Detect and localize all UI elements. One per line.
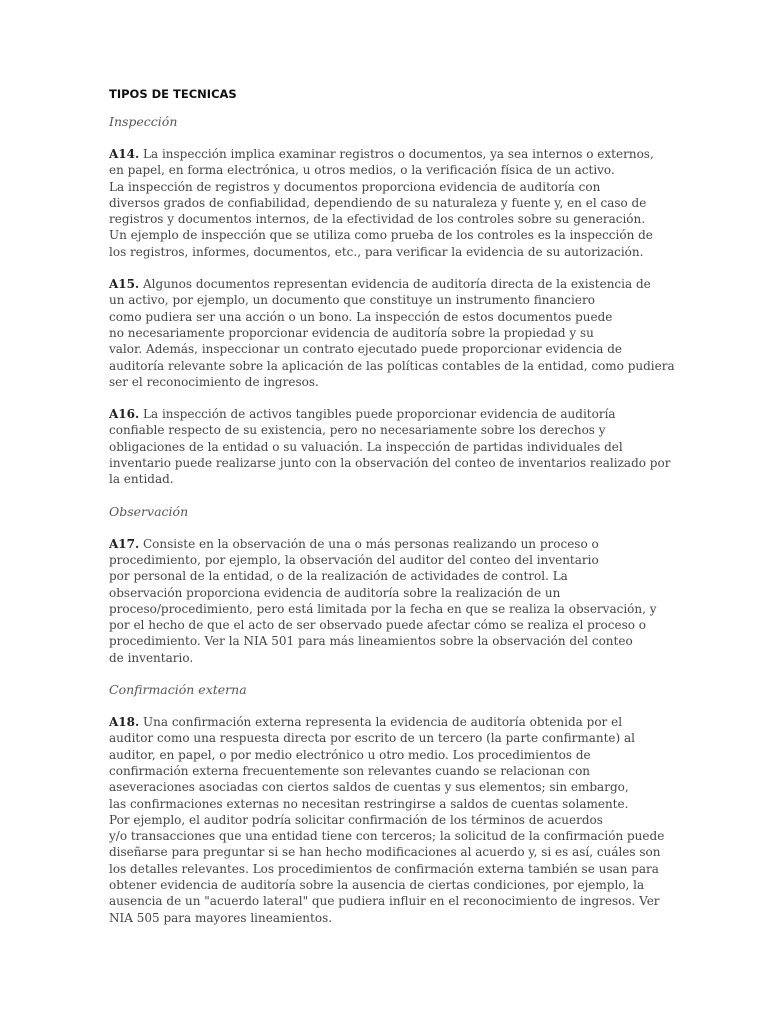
section-heading-inspeccion: Inspección xyxy=(109,114,178,129)
paragraph-number: A18. xyxy=(109,715,140,730)
paragraph-line: confirmación externa frecuentemente son relevantes cuando se relacionan con xyxy=(109,763,591,778)
paragraph-a14 xyxy=(109,146,669,260)
paragraph-line: auditor como una respuesta directa por escrito de un tercero (la parte confirmante) al xyxy=(109,731,636,746)
paragraph-line: ausencia de un "acuerdo lateral" que pudiera influir en el reconocimiento de ingresos. Ver xyxy=(109,894,660,909)
paragraph-a15 xyxy=(109,276,675,390)
paragraph-line: procedimiento, por ejemplo, la observación del auditor del conteo del inventario xyxy=(109,552,599,567)
section-inspeccion xyxy=(109,114,675,488)
paragraph-line: como pudiera ser una acción o un bono. La inspección de estos documentos puede xyxy=(109,309,613,324)
paragraph-line: A16. La inspección de activos tangibles puede proporcionar evidencia de auditoría xyxy=(109,407,616,422)
paragraph-a17 xyxy=(109,536,669,666)
paragraph-line: A14. La inspección implica examinar registros o documentos, ya sea internos o externos, xyxy=(109,147,654,161)
paragraph-line: confiable respecto de su existencia, pero no necesariamente sobre los derechos y xyxy=(109,423,606,438)
paragraph-line: NIA 505 para mayores lineamientos. xyxy=(109,910,333,925)
paragraph-a18 xyxy=(109,714,669,926)
paragraph-line: A18. Una confirmación externa representa la evidencia de auditoría obtenida por el xyxy=(109,715,623,730)
paragraph-line: auditor, en papel, o por medio electrónico u otro medio. Los procedimientos de xyxy=(109,747,591,762)
paragraph-line: auditoría relevante sobre la aplicación de las políticas contables de la entidad, como pudiera xyxy=(109,358,675,373)
document-page xyxy=(109,86,675,942)
paragraph-line: inventario puede realizarse junto con la observación del conteo de inventarios realizado por xyxy=(109,456,671,471)
paragraph-line: un activo, por ejemplo, un documento que constituye un instrumento financiero xyxy=(109,293,595,308)
paragraph-line: diseñarse para preguntar si se han hecho modificaciones al acuerdo y, si es así, cuáles son xyxy=(109,845,661,860)
paragraph-line: A17. Consiste en la observación de una o más personas realizando un proceso o xyxy=(109,536,599,551)
paragraph-line: y/o transacciones que una entidad tiene con terceros; la solicitud de la confirmación puede xyxy=(109,829,665,844)
paragraph-line: los detalles relevantes. Los procedimientos de confirmación externa también se usan para xyxy=(109,861,659,876)
paragraph-line: los registros, informes, documentos, etc., para verificar la evidencia de su autorización. xyxy=(109,244,644,259)
section-confirmacion-externa xyxy=(109,682,669,926)
paragraph-line: procedimiento. Ver la NIA 501 para más lineamientos sobre la observación del conteo xyxy=(109,634,633,649)
paragraph-line: valor. Además, inspeccionar un contrato ejecutado puede proporcionar evidencia de xyxy=(109,342,622,357)
paragraph-a16 xyxy=(109,406,669,487)
paragraph-number: A17. xyxy=(109,536,140,551)
paragraph-line: obtener evidencia de auditoría sobre la ausencia de ciertas condiciones, por ejemplo, la xyxy=(109,877,645,892)
paragraph-line: por personal de la entidad, o de la realización de actividades de control. La xyxy=(109,569,568,584)
section-heading-confirmacion-externa: Confirmación externa xyxy=(109,682,247,698)
paragraph-line: obligaciones de la entidad o su valuación. La inspección de partidas individuales del xyxy=(109,439,623,454)
paragraph-line: La inspección de registros y documentos proporciona evidencia de auditoría con xyxy=(109,179,601,194)
paragraph-line: ser el reconocimiento de ingresos. xyxy=(109,374,319,389)
paragraph-line: en papel, en forma electrónica, u otros medios, o la verificación física de un activo. xyxy=(109,163,615,178)
paragraph-line: por el hecho de que el acto de ser observado puede afectar cómo se realiza el proceso o xyxy=(109,618,646,633)
paragraph-number: A16. xyxy=(109,407,140,422)
paragraph-line: Un ejemplo de inspección que se utiliza como prueba de los controles es la inspección de xyxy=(109,228,653,243)
paragraph-number: A15. xyxy=(109,277,140,292)
paragraph-line: diversos grados de confiabilidad, dependiendo de su naturaleza y fuente y, en el caso de xyxy=(109,195,647,210)
section-observacion xyxy=(109,504,669,666)
paragraph-line: observación proporciona evidencia de auditoría sobre la realización de un xyxy=(109,585,561,600)
paragraph-line: la entidad. xyxy=(109,472,174,487)
paragraph-line: las confirmaciones externas no necesitan restringirse a saldos de cuentas solamente. xyxy=(109,796,629,811)
paragraph-number: A14. xyxy=(109,147,140,161)
paragraph-line: registros y documentos internos, de la efectividad de los controles sobre su generación. xyxy=(109,212,646,227)
paragraph-line: de inventario. xyxy=(109,650,194,665)
paragraph-line: A15. Algunos documentos representan evidencia de auditoría directa de la existencia de xyxy=(109,277,651,292)
section-heading-observacion: Observación xyxy=(109,503,189,519)
paragraph-line: Por ejemplo, el auditor podría solicitar confirmación de los términos de acuerdos xyxy=(109,812,603,827)
paragraph-line: no necesariamente proporcionar evidencia de auditoría sobre la propiedad y su xyxy=(109,325,594,340)
paragraph-line: aseveraciones asociadas con ciertos saldos de cuentas y sus elementos; sin embargo, xyxy=(109,780,629,795)
document-title: TIPOS DE TECNICAS xyxy=(109,87,237,101)
paragraph-line: proceso/procedimiento, pero está limitada por la fecha en que se realiza la observación, y xyxy=(109,601,657,616)
